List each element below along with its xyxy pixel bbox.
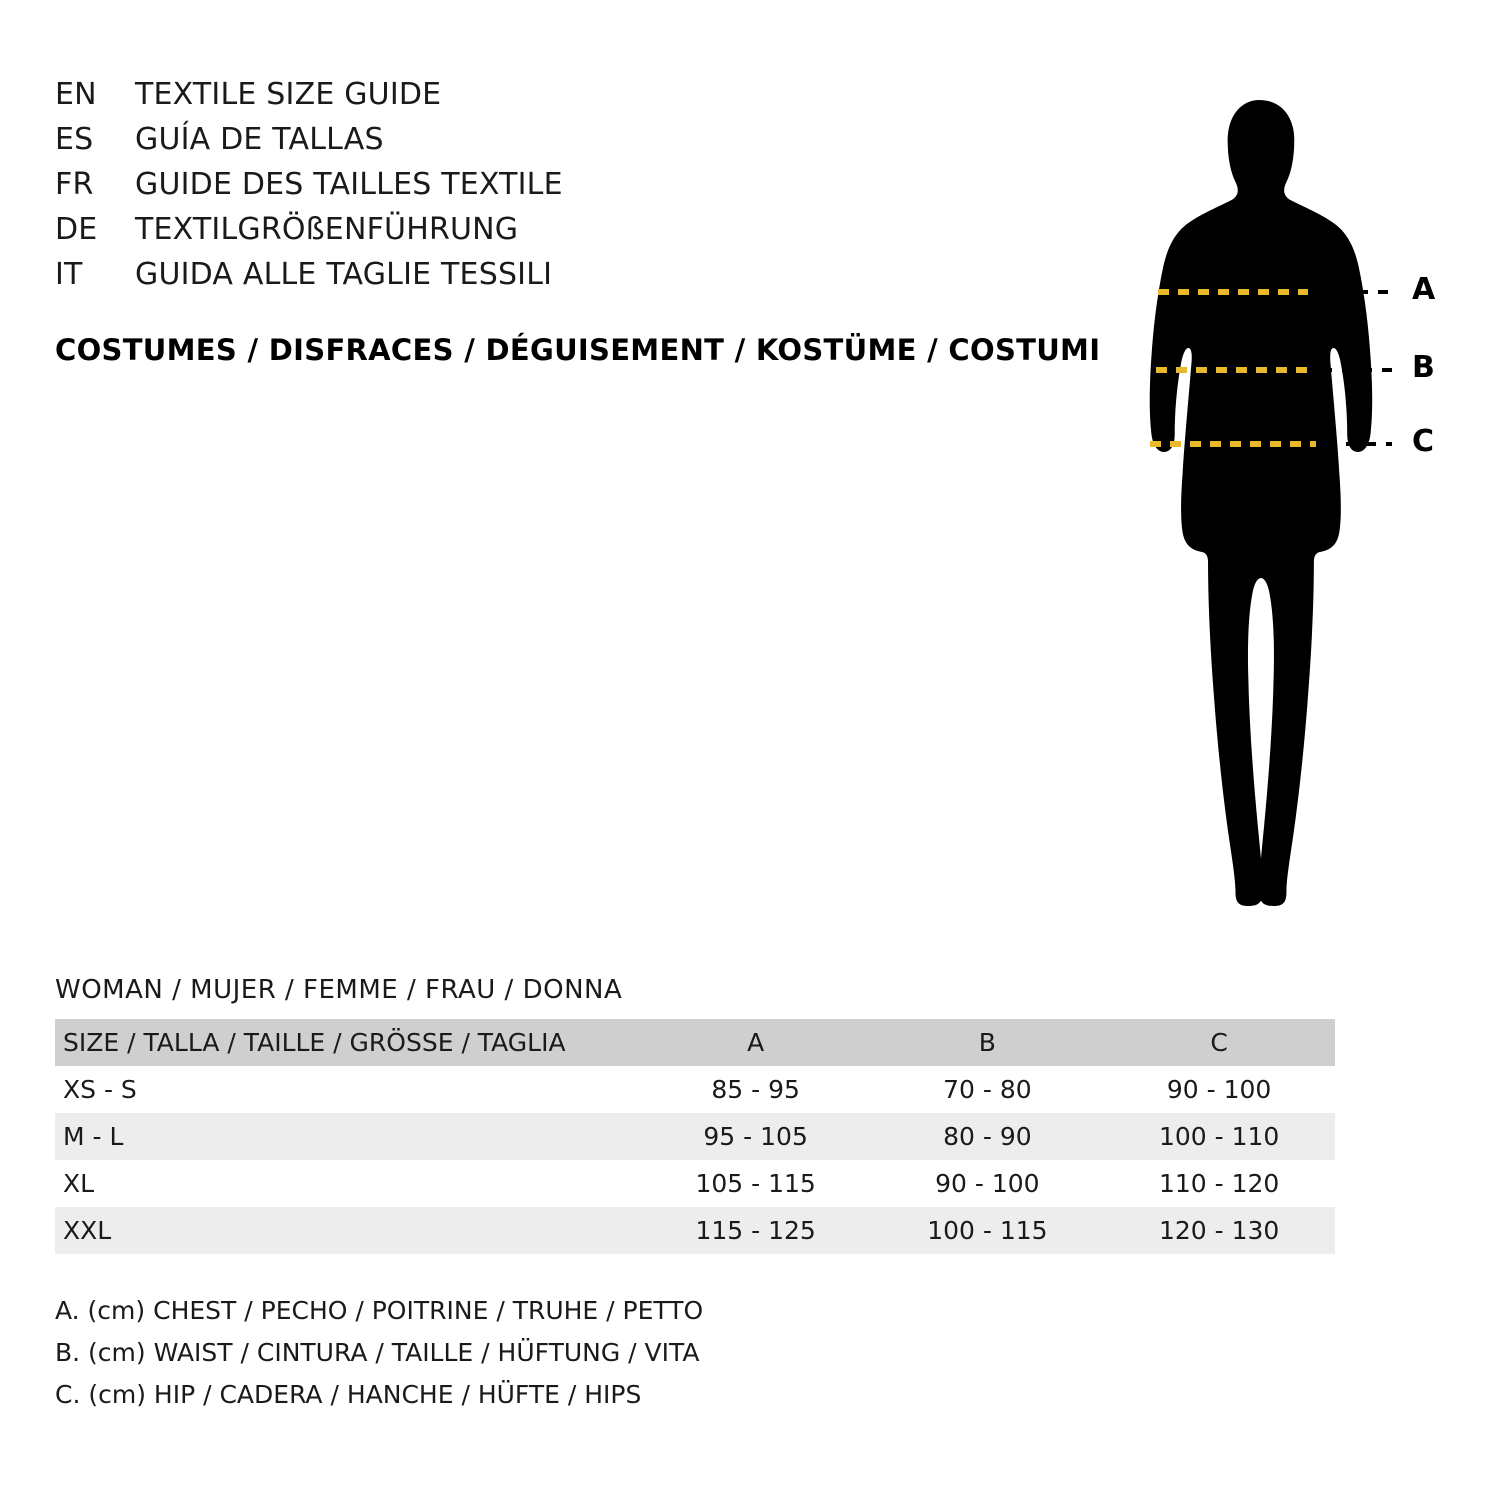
cell-b: 80 - 90 <box>872 1113 1104 1160</box>
language-row-fr <box>55 162 1055 207</box>
cell-c: 110 - 120 <box>1103 1160 1335 1207</box>
language-text-es: GUÍA DE TALLAS <box>135 122 384 157</box>
table-row <box>55 1066 1335 1113</box>
legend-line-b: B. (cm) WAIST / CINTURA / TAILLE / HÜFTUNG / VITA <box>55 1338 700 1367</box>
language-row-en <box>55 72 1055 117</box>
language-code-de: DE <box>55 212 98 247</box>
cell-size: XS - S <box>55 1066 640 1113</box>
size-table-section <box>55 975 1445 1254</box>
table-header-b: B <box>872 1019 1104 1066</box>
table-caption: WOMAN / MUJER / FEMME / FRAU / DONNA <box>55 975 623 1005</box>
language-text-it: GUIDA ALLE TAGLIE TESSILI <box>135 257 553 292</box>
language-code-it: IT <box>55 257 83 292</box>
female-silhouette-icon <box>1060 60 1480 940</box>
cell-size: XXL <box>55 1207 640 1254</box>
language-list <box>55 72 1055 297</box>
costumes-heading: COSTUMES / DISFRACES / DÉGUISEMENT / KOSTÜME / COSTUMI <box>55 333 1101 367</box>
body-measurement-figure <box>1060 60 1480 940</box>
language-text-fr: GUIDE DES TAILLES TEXTILE <box>135 167 563 202</box>
language-row-es <box>55 117 1055 162</box>
cell-a: 85 - 95 <box>640 1066 872 1113</box>
language-code-en: EN <box>55 77 97 112</box>
cell-a: 115 - 125 <box>640 1207 872 1254</box>
cell-b: 90 - 100 <box>872 1160 1104 1207</box>
cell-a: 95 - 105 <box>640 1113 872 1160</box>
cell-c: 90 - 100 <box>1103 1066 1335 1113</box>
table-row <box>55 1160 1335 1207</box>
language-code-fr: FR <box>55 167 94 202</box>
cell-c: 120 - 130 <box>1103 1207 1335 1254</box>
language-code-es: ES <box>55 122 94 157</box>
table-row <box>55 1207 1335 1254</box>
cell-b: 70 - 80 <box>872 1066 1104 1113</box>
table-row <box>55 1113 1335 1160</box>
marker-label-c: C <box>1412 424 1435 459</box>
cell-size: XL <box>55 1160 640 1207</box>
size-table <box>55 1019 1335 1254</box>
table-header-a: A <box>640 1019 872 1066</box>
marker-label-a: A <box>1412 272 1436 307</box>
language-row-it <box>55 252 1055 297</box>
language-row-de <box>55 207 1055 252</box>
language-text-en: TEXTILE SIZE GUIDE <box>135 77 442 112</box>
cell-b: 100 - 115 <box>872 1207 1104 1254</box>
language-text-de: TEXTILGRÖßENFÜHRUNG <box>135 212 519 247</box>
cell-size: M - L <box>55 1113 640 1160</box>
cell-a: 105 - 115 <box>640 1160 872 1207</box>
measurement-legend <box>55 1290 703 1416</box>
cell-c: 100 - 110 <box>1103 1113 1335 1160</box>
table-header-size: SIZE / TALLA / TAILLE / GRÖSSE / TAGLIA <box>55 1019 640 1066</box>
table-header-row <box>55 1019 1335 1066</box>
legend-line-a: A. (cm) CHEST / PECHO / POITRINE / TRUHE / PETTO <box>55 1296 704 1325</box>
table-body <box>55 1066 1335 1254</box>
legend-line-c: C. (cm) HIP / CADERA / HANCHE / HÜFTE / HIPS <box>55 1380 642 1409</box>
marker-label-b: B <box>1412 350 1435 385</box>
table-header-c: C <box>1103 1019 1335 1066</box>
table-header <box>55 1019 1335 1066</box>
